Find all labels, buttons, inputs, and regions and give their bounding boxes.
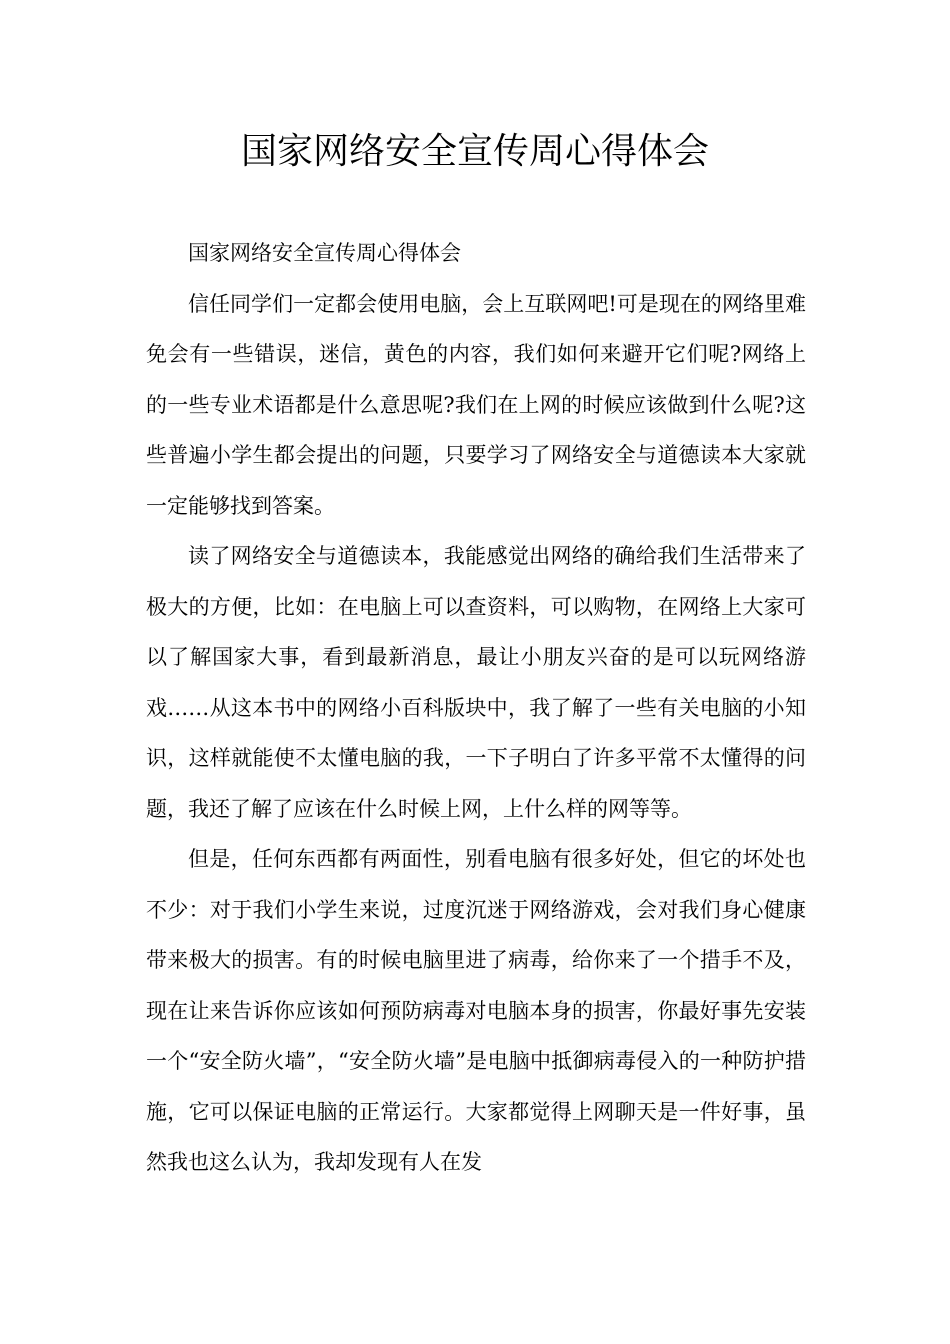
paragraph-1: 信任同学们一定都会使用电脑，会上互联网吧!可是现在的网络里难免会有一些错误，迷信，黄色的内容，我们如何来避开它们呢?网络上的一些专业术语都是什么意思呢?我们在上网的时候应该做到什么呢?这些普遍小学生都会提出的问题，只要学习了网络安全与道德读本大家就一定能够找到答案。 <box>146 291 806 518</box>
document-title: 国家网络安全宣传周心得体会 <box>240 131 709 172</box>
paragraph-subtitle: 国家网络安全宣传周心得体会 <box>188 241 461 265</box>
paragraph-3: 但是，任何东西都有两面性，别看电脑有很多好处，但它的坏处也不少：对于我们小学生来说，过度沉迷于网络游戏，会对我们身心健康带来极大的损害。有的时候电脑里进了病毒，给你来了一个措手不及，现在让来告诉你应该如何预防病毒对电脑本身的损害，你最好事先安装一个“安全防火墙”，“安全防火墙”是电脑中抵御病毒侵入的一种防护措施，它可以保证电脑的正常运行。大家都觉得上网聊天是一件好事，虽然我也这么认为，我却发现有人在发 <box>146 847 806 1174</box>
document-body <box>146 228 806 1188</box>
paragraph-2: 读了网络安全与道德读本，我能感觉出网络的确给我们生活带来了极大的方便，比如：在电脑上可以查资料，可以购物，在网络上大家可以了解国家大事，看到最新消息，最让小朋友兴奋的是可以玩网络游戏……从这本书中的网络小百科版块中，我了解了一些有关电脑的小知识，这样就能使不太懂电脑的我，一下子明白了许多平常不太懂得的问题，我还了解了应该在什么时候上网，上什么样的网等等。 <box>146 544 806 821</box>
